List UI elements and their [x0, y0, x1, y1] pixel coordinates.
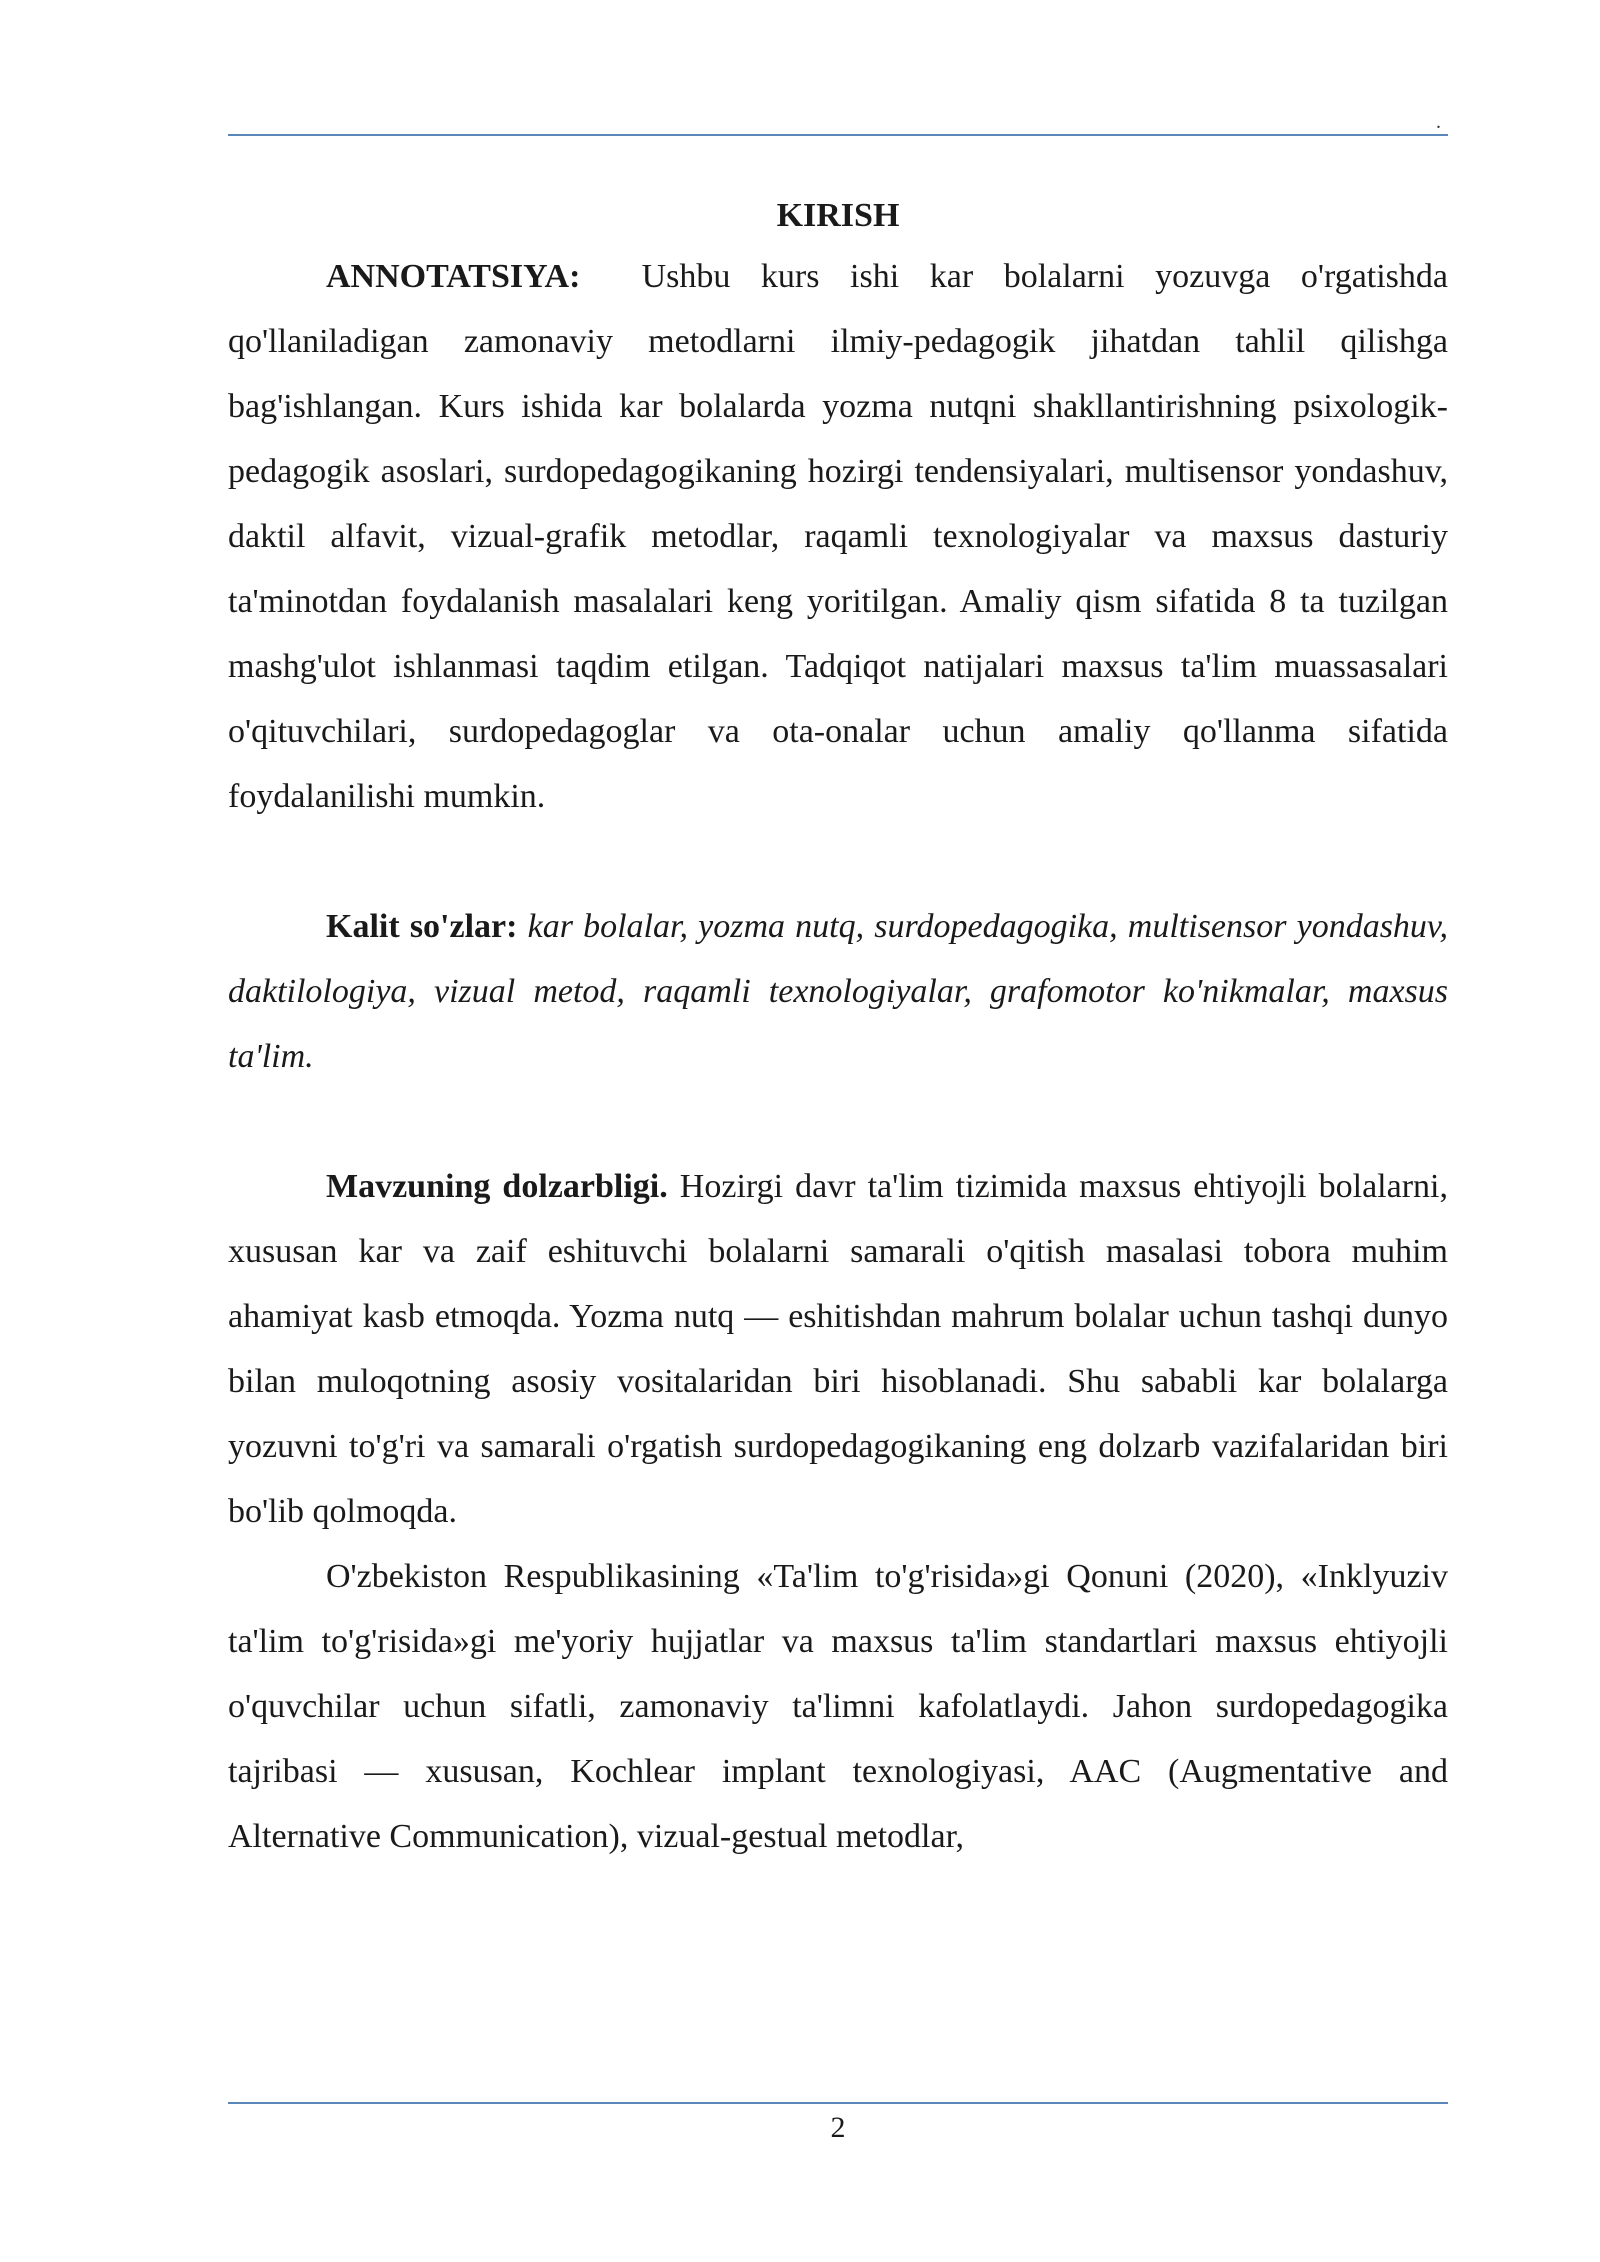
paragraph-gap	[228, 1089, 1448, 1154]
annotation-paragraph	[228, 244, 1448, 829]
page-number: 2	[830, 2111, 846, 2144]
annotation-label: ANNOTATSIYA:	[326, 258, 581, 295]
relevance-paragraph	[228, 1154, 1448, 1544]
annotation-text: Ushbu kurs ishi kar bolalarni yozuvga o'rgatishda qo'llaniladigan zamonaviy metodlarni ilmiy-pedagogik jihatdan tahlil qilishga bag'ishlangan. Kurs ishida kar bolalarda yozma nutqni shakllantirishning psixologik-pedagogik asoslari, surdopedagogikaning hozirgi tendensiyalari, multisensor yondashuv, daktil alfavit, vizual-grafik metodlar, raqamli texnologiyalar va maxsus dasturiy ta'minotdan foydalanish masalalari keng yoritilgan. Amaliy qism sifatida 8 ta tuzilgan mashg'ulot ishlanmasi taqdim etilgan. Tadqiqot natijalari maxsus ta'lim muassasalari o'qituvchilari, surdopedagoglar va ota-onalar uchun amaliy qo'llanma sifatida foydalanilishi mumkin.	[228, 258, 1449, 815]
keywords-text: kar bolalar, yozma nutq, surdopedagogika, multisensor yondashuv, daktilologiya, vizual metod, raqamli texnologiyalar, grafomotor ko'nikmalar, maxsus ta'lim.	[228, 908, 1448, 1075]
section-title: KIRISH	[776, 197, 900, 234]
relevance-text: Hozirgi davr ta'lim tizimida maxsus ehtiyojli bolalarni, xususan kar va zaif eshituvchi bolalarni samarali o'qitish masalasi tobora muhim ahamiyat kasb etmoqda. Yozma nutq — eshitishdan mahrum bolalar uchun tashqi dunyo bilan muloqotning asosiy vositalaridan biri hisoblanadi. Shu sababli kar bolalarga yozuvni to'g'ri va samarali o'rgatish surdopedagogikaning eng dolzarb vazifalaridan biri bo'lib qolmoqda.	[228, 1168, 1448, 1530]
header-mark: .	[1436, 111, 1441, 133]
header-rule	[228, 134, 1448, 136]
keywords-label: Kalit so'zlar:	[326, 908, 518, 945]
page-content	[228, 188, 1448, 1869]
footer-rule	[228, 2102, 1448, 2104]
paragraph-gap	[228, 829, 1448, 894]
keywords-paragraph	[228, 894, 1448, 1089]
body-paragraph: O'zbekiston Respublikasining «Ta'lim to'g'risida»gi Qonuni (2020), «Inklyuziv ta'lim to'g'risida»gi me'yoriy hujjatlar va maxsus ta'lim standartlari maxsus ehtiyojli o'quvchilar uchun sifatli, zamonaviy ta'limni kafolatlaydi. Jahon surdopedagogika tajribasi — xususan, Kochlear implant texnologiyasi, AAC (Augmentative and Alternative Communication), vizual-gestual metodlar,	[228, 1558, 1448, 1855]
relevance-label: Mavzuning dolzarbligi.	[326, 1168, 668, 1205]
